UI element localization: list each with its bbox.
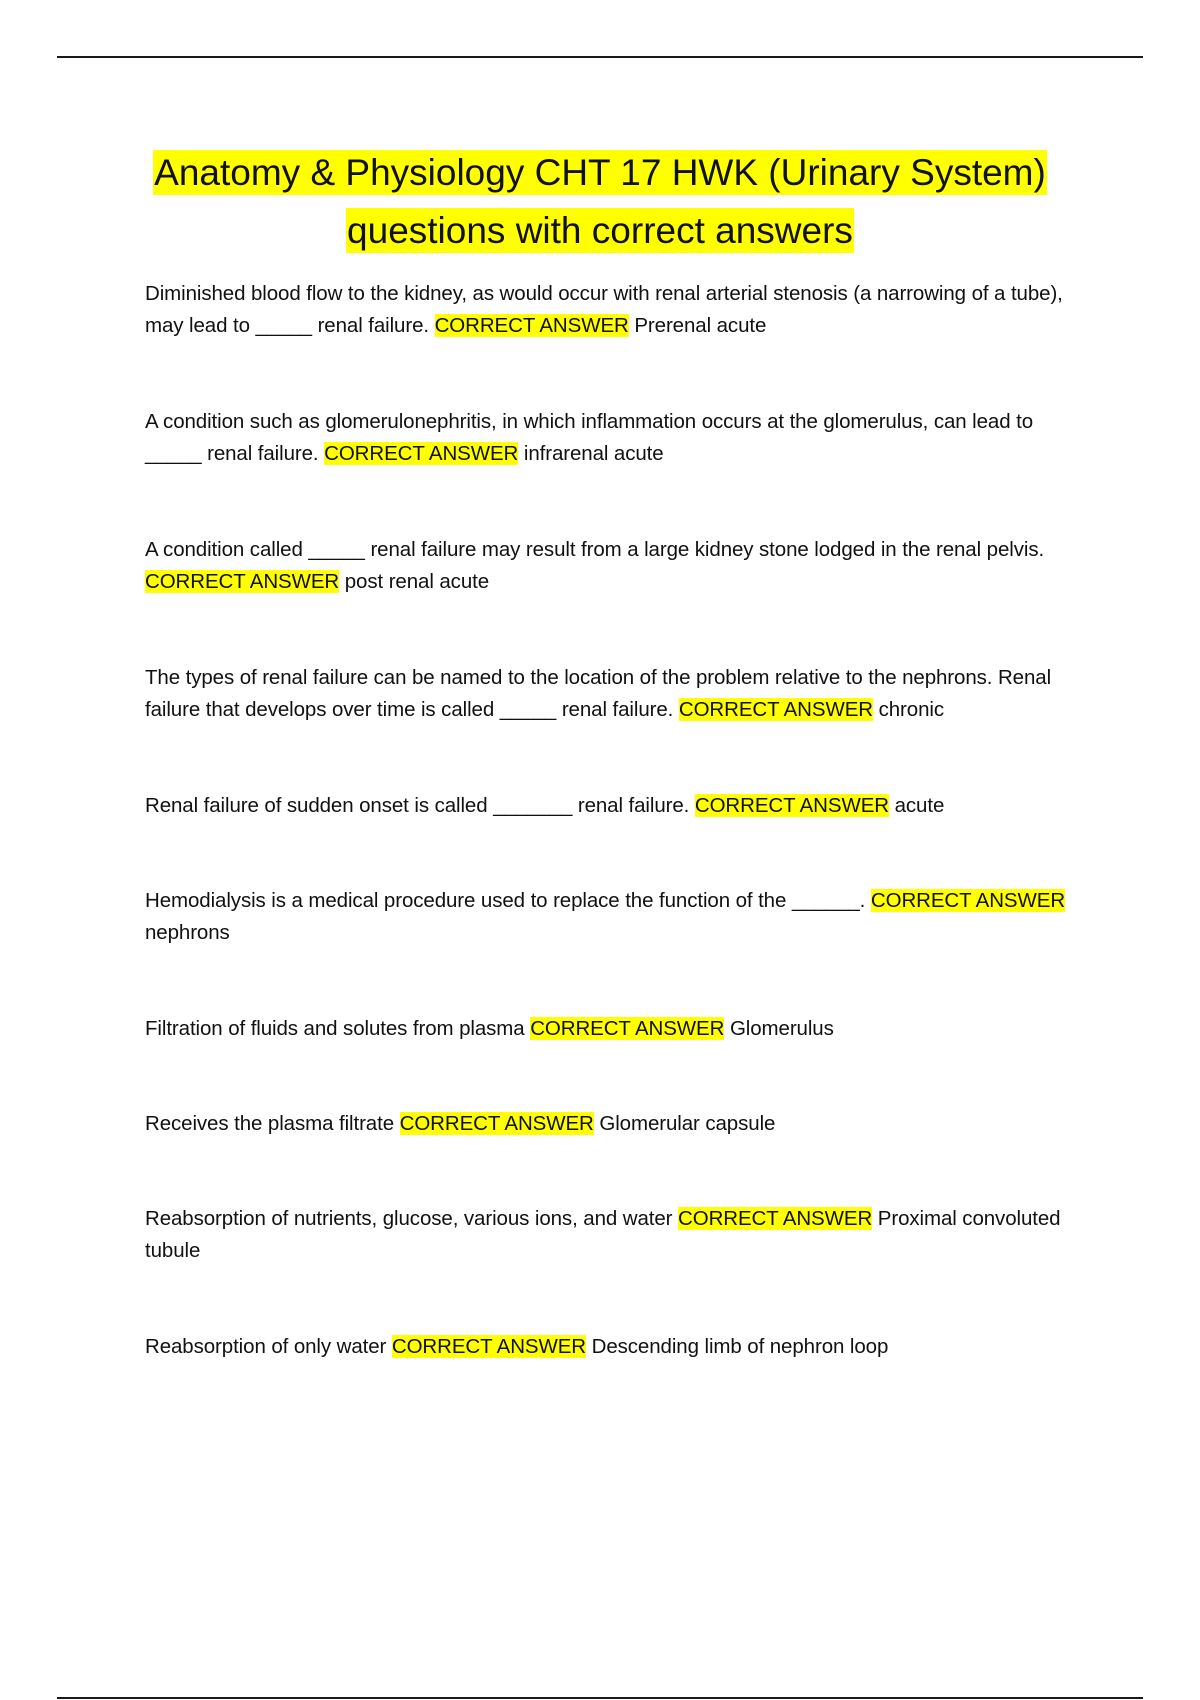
correct-answer-label: CORRECT ANSWER xyxy=(434,314,629,337)
answer-text: chronic xyxy=(878,698,944,721)
question-text: The types of renal failure can be named to the location of the problem relative to the nephrons. Renal failure that develops over time is called _____ renal failure. xyxy=(145,666,1052,721)
bottom-rule xyxy=(57,1697,1143,1699)
answer-text: Proximal convoluted tubule xyxy=(145,1207,1061,1262)
correct-answer-label: CORRECT ANSWER xyxy=(391,1335,587,1358)
qa-item xyxy=(145,1203,1090,1267)
answer-text: post renal acute xyxy=(344,570,490,593)
answer-text: nephrons xyxy=(145,921,230,944)
question-text: Filtration of fluids and solutes from plasma xyxy=(145,1017,525,1040)
document-title-text: Anatomy & Physiology CHT 17 HWK (Urinary System) questions with correct answers xyxy=(154,152,1046,251)
qa-item xyxy=(145,885,1090,949)
correct-answer-label: CORRECT ANSWER xyxy=(145,570,340,593)
question-text: A condition called _____ renal failure may result from a large kidney stone lodged in the renal pelvis. xyxy=(145,538,1045,561)
qa-item xyxy=(145,662,1090,726)
answer-text: Glomerular capsule xyxy=(599,1112,776,1135)
document-title xyxy=(150,144,1050,260)
answer-text: Glomerulus xyxy=(729,1017,834,1040)
answer-text: Descending limb of nephron loop xyxy=(591,1335,889,1358)
qa-item xyxy=(145,534,1090,598)
question-text: Reabsorption of nutrients, glucose, various ions, and water xyxy=(145,1207,673,1230)
qa-item xyxy=(145,790,1090,822)
question-text: Hemodialysis is a medical procedure used to replace the function of the ______. xyxy=(145,889,866,912)
qa-item xyxy=(145,406,1090,470)
correct-answer-label: CORRECT ANSWER xyxy=(399,1112,594,1135)
correct-answer-label: CORRECT ANSWER xyxy=(324,442,519,465)
top-rule xyxy=(57,56,1143,58)
question-text: Renal failure of sudden onset is called _______ renal failure. xyxy=(145,794,690,817)
qa-item xyxy=(145,1013,1090,1045)
answer-text: acute xyxy=(894,794,945,817)
question-text: Receives the plasma filtrate xyxy=(145,1112,395,1135)
correct-answer-label: CORRECT ANSWER xyxy=(694,794,889,817)
question-text: A condition such as glomerulonephritis, in which inflammation occurs at the glomerulus, can lead to _____ renal failure. xyxy=(145,410,1034,465)
question-text: Diminished blood flow to the kidney, as would occur with renal arterial stenosis (a narrowing of a tube), may lead to _____ renal failure. xyxy=(145,282,1063,337)
correct-answer-label: CORRECT ANSWER xyxy=(530,1017,725,1040)
correct-answer-label: CORRECT ANSWER xyxy=(678,698,873,721)
correct-answer-label: CORRECT ANSWER xyxy=(678,1207,873,1230)
answer-text: infrarenal acute xyxy=(523,442,664,465)
qa-item xyxy=(145,1108,1090,1140)
qa-item xyxy=(145,278,1090,342)
correct-answer-label: CORRECT ANSWER xyxy=(870,889,1066,912)
answer-text: Prerenal acute xyxy=(634,314,767,337)
qa-list xyxy=(145,278,1090,1426)
qa-item xyxy=(145,1331,1090,1363)
question-text: Reabsorption of only water xyxy=(145,1335,387,1358)
